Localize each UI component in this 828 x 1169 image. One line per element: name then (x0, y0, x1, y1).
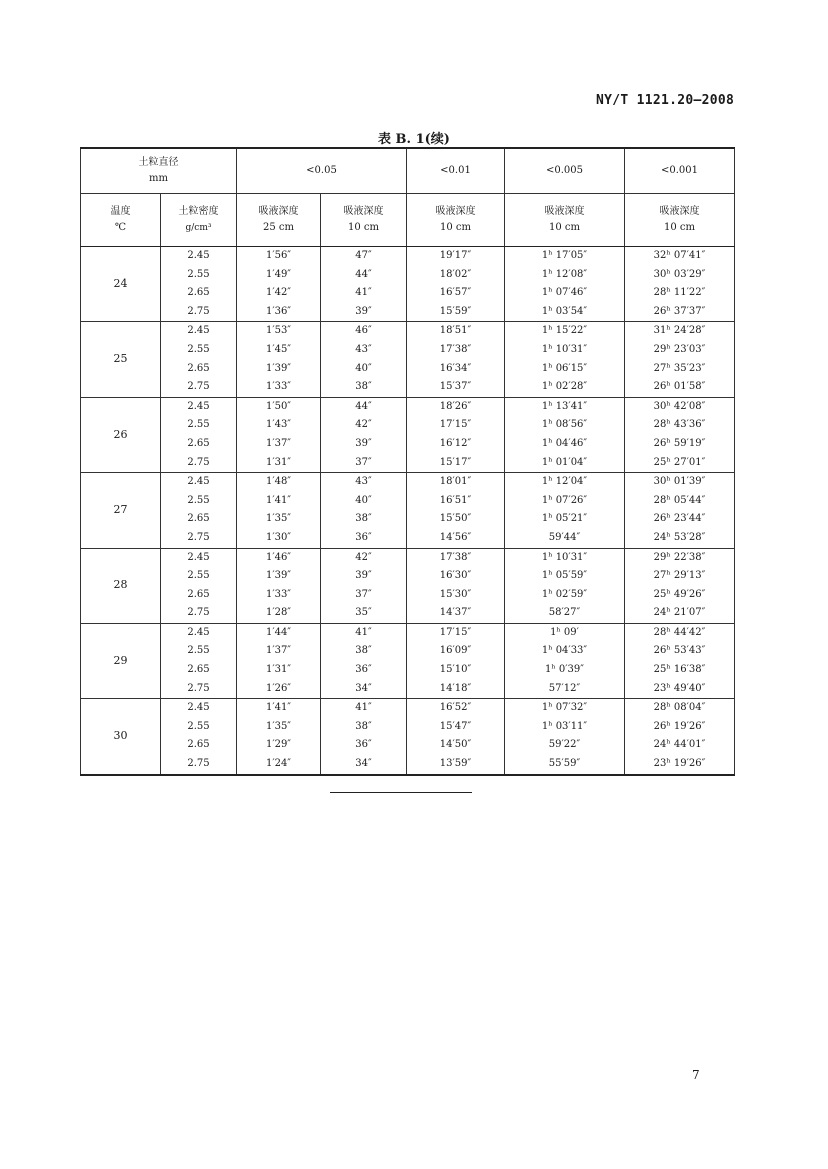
density-cell: 2.55 (161, 567, 237, 586)
time-005-cell: 57′12″ (505, 680, 625, 699)
time-001-cell: 29ʰ 22′38″ (625, 548, 735, 567)
diameter-unit: mm (149, 173, 168, 184)
table-row (81, 699, 735, 718)
time-01-cell: 14′50″ (407, 736, 505, 755)
temp-cell: 30 (81, 699, 161, 775)
time-01-cell: 16′09″ (407, 642, 505, 661)
time-001-cell: 24ʰ 53′28″ (625, 529, 735, 548)
depth-value: 25 cm (263, 222, 294, 233)
density-cell: 2.55 (161, 341, 237, 360)
time-05-25cm-cell: 1′26″ (237, 680, 321, 699)
time-005-cell: 1ʰ 04′33″ (505, 642, 625, 661)
end-rule (330, 792, 472, 793)
time-001-cell: 26ʰ 01′58″ (625, 378, 735, 397)
time-01-cell: 16′51″ (407, 492, 505, 511)
depth-label: 吸液深度 (435, 206, 476, 217)
density-cell: 2.65 (161, 661, 237, 680)
temp-cell: 29 (81, 623, 161, 698)
temp-cell: 25 (81, 322, 161, 397)
time-005-cell: 1ʰ 02′28″ (505, 378, 625, 397)
time-001-cell: 31ʰ 24′28″ (625, 322, 735, 341)
density-unit: g/cm³ (185, 223, 212, 233)
time-001-cell: 24ʰ 21′07″ (625, 604, 735, 623)
time-001-cell: 26ʰ 23′44″ (625, 510, 735, 529)
table-row (81, 736, 735, 755)
time-001-cell: 23ʰ 49′40″ (625, 680, 735, 699)
time-001-cell: 25ʰ 49′26″ (625, 586, 735, 605)
time-05-25cm-cell: 1′43″ (237, 416, 321, 435)
table-row (81, 661, 735, 680)
density-cell: 2.65 (161, 510, 237, 529)
time-005-cell: 1ʰ 05′59″ (505, 567, 625, 586)
time-05-10cm-cell: 38″ (321, 642, 407, 661)
time-05-10cm-cell: 38″ (321, 718, 407, 737)
density-cell: 2.45 (161, 473, 237, 492)
density-cell: 2.75 (161, 529, 237, 548)
time-05-10cm-cell: 38″ (321, 378, 407, 397)
temp-cell: 28 (81, 548, 161, 623)
diameter-header (81, 148, 237, 194)
time-05-25cm-cell: 1′45″ (237, 341, 321, 360)
time-005-cell: 1ʰ 0′39″ (505, 661, 625, 680)
time-001-cell: 26ʰ 37′37″ (625, 303, 735, 322)
time-05-25cm-cell: 1′39″ (237, 567, 321, 586)
table-row (81, 755, 735, 775)
time-05-10cm-cell: 36″ (321, 661, 407, 680)
time-05-10cm-cell: 35″ (321, 604, 407, 623)
depth-header (237, 194, 321, 247)
time-01-cell: 18′02″ (407, 266, 505, 285)
table-row (81, 303, 735, 322)
density-cell: 2.55 (161, 416, 237, 435)
group-header: <0.005 (505, 148, 625, 194)
time-005-cell: 1ʰ 15′22″ (505, 322, 625, 341)
time-005-cell: 1ʰ 08′56″ (505, 416, 625, 435)
density-cell: 2.55 (161, 492, 237, 511)
time-05-10cm-cell: 37″ (321, 586, 407, 605)
time-05-25cm-cell: 1′44″ (237, 623, 321, 642)
time-01-cell: 19′17″ (407, 247, 505, 266)
time-01-cell: 18′01″ (407, 473, 505, 492)
density-header (161, 194, 237, 247)
time-01-cell: 13′59″ (407, 755, 505, 775)
time-001-cell: 25ʰ 27′01″ (625, 454, 735, 473)
time-05-10cm-cell: 39″ (321, 567, 407, 586)
depth-value: 10 cm (440, 222, 471, 233)
temp-label: 温度 (110, 206, 131, 217)
time-01-cell: 14′56″ (407, 529, 505, 548)
time-01-cell: 17′15″ (407, 623, 505, 642)
density-cell: 2.75 (161, 680, 237, 699)
time-001-cell: 28ʰ 43′36″ (625, 416, 735, 435)
time-05-25cm-cell: 1′37″ (237, 642, 321, 661)
time-005-cell: 1ʰ 03′11″ (505, 718, 625, 737)
table-row (81, 680, 735, 699)
density-cell: 2.75 (161, 604, 237, 623)
temp-unit: ℃ (114, 222, 127, 233)
time-005-cell: 1ʰ 09′ (505, 623, 625, 642)
time-005-cell: 59′22″ (505, 736, 625, 755)
time-05-25cm-cell: 1′56″ (237, 247, 321, 266)
time-01-cell: 15′59″ (407, 303, 505, 322)
temp-cell: 27 (81, 473, 161, 548)
time-05-25cm-cell: 1′41″ (237, 699, 321, 718)
data-table (80, 147, 735, 776)
time-05-10cm-cell: 40″ (321, 492, 407, 511)
table-row (81, 642, 735, 661)
time-01-cell: 15′50″ (407, 510, 505, 529)
time-001-cell: 25ʰ 16′38″ (625, 661, 735, 680)
table-row (81, 623, 735, 642)
time-001-cell: 32ʰ 07′41″ (625, 247, 735, 266)
time-05-25cm-cell: 1′29″ (237, 736, 321, 755)
temp-cell: 26 (81, 397, 161, 472)
density-cell: 2.75 (161, 378, 237, 397)
time-01-cell: 17′15″ (407, 416, 505, 435)
time-01-cell: 15′37″ (407, 378, 505, 397)
time-005-cell: 1ʰ 06′15″ (505, 360, 625, 379)
density-cell: 2.65 (161, 435, 237, 454)
time-05-25cm-cell: 1′30″ (237, 529, 321, 548)
density-cell: 2.55 (161, 266, 237, 285)
time-01-cell: 16′52″ (407, 699, 505, 718)
time-005-cell: 1ʰ 12′08″ (505, 266, 625, 285)
time-01-cell: 15′47″ (407, 718, 505, 737)
table-title: 表 B. 1(续) (378, 132, 450, 147)
depth-value: 10 cm (664, 222, 695, 233)
table-row (81, 322, 735, 341)
temp-header (81, 194, 161, 247)
table-row (81, 454, 735, 473)
time-01-cell: 14′18″ (407, 680, 505, 699)
density-cell: 2.45 (161, 623, 237, 642)
density-cell: 2.75 (161, 454, 237, 473)
time-05-10cm-cell: 43″ (321, 341, 407, 360)
time-05-25cm-cell: 1′49″ (237, 266, 321, 285)
density-cell: 2.55 (161, 718, 237, 737)
time-005-cell: 1ʰ 12′04″ (505, 473, 625, 492)
time-001-cell: 27ʰ 35′23″ (625, 360, 735, 379)
time-005-cell: 58′27″ (505, 604, 625, 623)
time-05-25cm-cell: 1′33″ (237, 586, 321, 605)
time-05-25cm-cell: 1′35″ (237, 510, 321, 529)
time-05-10cm-cell: 36″ (321, 529, 407, 548)
time-01-cell: 16′34″ (407, 360, 505, 379)
density-cell: 2.65 (161, 586, 237, 605)
time-01-cell: 16′12″ (407, 435, 505, 454)
time-05-25cm-cell: 1′35″ (237, 718, 321, 737)
time-05-25cm-cell: 1′24″ (237, 755, 321, 775)
depth-label: 吸液深度 (544, 206, 585, 217)
time-001-cell: 30ʰ 03′29″ (625, 266, 735, 285)
time-01-cell: 16′57″ (407, 284, 505, 303)
density-cell: 2.45 (161, 397, 237, 416)
depth-label: 吸液深度 (659, 206, 700, 217)
time-01-cell: 18′26″ (407, 397, 505, 416)
time-05-10cm-cell: 47″ (321, 247, 407, 266)
time-05-10cm-cell: 44″ (321, 397, 407, 416)
time-05-10cm-cell: 41″ (321, 699, 407, 718)
time-005-cell: 1ʰ 10′31″ (505, 548, 625, 567)
time-05-25cm-cell: 1′48″ (237, 473, 321, 492)
table-row (81, 378, 735, 397)
time-01-cell: 17′38″ (407, 341, 505, 360)
time-05-25cm-cell: 1′42″ (237, 284, 321, 303)
time-005-cell: 55′59″ (505, 755, 625, 775)
table-row (81, 341, 735, 360)
density-label: 土粒密度 (178, 206, 219, 217)
time-001-cell: 28ʰ 05′44″ (625, 492, 735, 511)
page-number: 7 (692, 1068, 700, 1082)
time-005-cell: 1ʰ 04′46″ (505, 435, 625, 454)
table-row (81, 492, 735, 511)
depth-value: 10 cm (549, 222, 580, 233)
time-05-10cm-cell: 42″ (321, 416, 407, 435)
time-05-25cm-cell: 1′53″ (237, 322, 321, 341)
density-cell: 2.65 (161, 284, 237, 303)
table-row (81, 247, 735, 266)
depth-value: 10 cm (348, 222, 379, 233)
table-row (81, 416, 735, 435)
time-05-25cm-cell: 1′39″ (237, 360, 321, 379)
time-005-cell: 1ʰ 07′46″ (505, 284, 625, 303)
table-row (81, 397, 735, 416)
standard-code: NY/T 1121.20—2008 (596, 93, 735, 108)
depth-header (625, 194, 735, 247)
time-001-cell: 30ʰ 01′39″ (625, 473, 735, 492)
time-01-cell: 18′51″ (407, 322, 505, 341)
table-row (81, 586, 735, 605)
time-001-cell: 28ʰ 11′22″ (625, 284, 735, 303)
group-header: <0.001 (625, 148, 735, 194)
time-005-cell: 1ʰ 13′41″ (505, 397, 625, 416)
time-05-25cm-cell: 1′50″ (237, 397, 321, 416)
time-001-cell: 26ʰ 59′19″ (625, 435, 735, 454)
table-row (81, 604, 735, 623)
time-05-25cm-cell: 1′36″ (237, 303, 321, 322)
time-005-cell: 1ʰ 05′21″ (505, 510, 625, 529)
time-001-cell: 26ʰ 19′26″ (625, 718, 735, 737)
time-01-cell: 17′38″ (407, 548, 505, 567)
table-row (81, 284, 735, 303)
time-05-10cm-cell: 42″ (321, 548, 407, 567)
time-005-cell: 59′44″ (505, 529, 625, 548)
time-001-cell: 26ʰ 53′43″ (625, 642, 735, 661)
time-05-10cm-cell: 34″ (321, 755, 407, 775)
time-05-10cm-cell: 36″ (321, 736, 407, 755)
table-row (81, 510, 735, 529)
time-05-10cm-cell: 41″ (321, 623, 407, 642)
diameter-label: 土粒直径 (138, 157, 179, 168)
table-row (81, 473, 735, 492)
time-01-cell: 15′30″ (407, 586, 505, 605)
density-cell: 2.75 (161, 303, 237, 322)
time-01-cell: 16′30″ (407, 567, 505, 586)
table-row (81, 567, 735, 586)
time-01-cell: 15′10″ (407, 661, 505, 680)
time-05-25cm-cell: 1′31″ (237, 454, 321, 473)
group-header: <0.01 (407, 148, 505, 194)
table-row (81, 548, 735, 567)
density-cell: 2.45 (161, 322, 237, 341)
time-05-10cm-cell: 44″ (321, 266, 407, 285)
time-005-cell: 1ʰ 01′04″ (505, 454, 625, 473)
time-005-cell: 1ʰ 10′31″ (505, 341, 625, 360)
table-row (81, 718, 735, 737)
temp-cell: 24 (81, 247, 161, 322)
time-001-cell: 23ʰ 19′26″ (625, 755, 735, 775)
data-table-container (80, 147, 734, 776)
time-05-25cm-cell: 1′31″ (237, 661, 321, 680)
time-05-10cm-cell: 37″ (321, 454, 407, 473)
density-cell: 2.45 (161, 247, 237, 266)
time-005-cell: 1ʰ 17′05″ (505, 247, 625, 266)
table-row (81, 435, 735, 454)
time-05-25cm-cell: 1′37″ (237, 435, 321, 454)
time-001-cell: 30ʰ 42′08″ (625, 397, 735, 416)
density-cell: 2.65 (161, 360, 237, 379)
time-005-cell: 1ʰ 07′32″ (505, 699, 625, 718)
time-01-cell: 14′37″ (407, 604, 505, 623)
time-001-cell: 29ʰ 23′03″ (625, 341, 735, 360)
time-05-25cm-cell: 1′41″ (237, 492, 321, 511)
depth-header (407, 194, 505, 247)
time-005-cell: 1ʰ 02′59″ (505, 586, 625, 605)
time-05-10cm-cell: 40″ (321, 360, 407, 379)
time-001-cell: 27ʰ 29′13″ (625, 567, 735, 586)
table-body (81, 247, 735, 775)
table-row (81, 529, 735, 548)
time-05-10cm-cell: 39″ (321, 435, 407, 454)
time-05-25cm-cell: 1′28″ (237, 604, 321, 623)
time-001-cell: 28ʰ 44′42″ (625, 623, 735, 642)
density-cell: 2.45 (161, 699, 237, 718)
time-001-cell: 24ʰ 44′01″ (625, 736, 735, 755)
depth-header (505, 194, 625, 247)
time-001-cell: 28ʰ 08′04″ (625, 699, 735, 718)
time-005-cell: 1ʰ 07′26″ (505, 492, 625, 511)
time-05-10cm-cell: 34″ (321, 680, 407, 699)
depth-label: 吸液深度 (343, 206, 384, 217)
density-cell: 2.55 (161, 642, 237, 661)
time-05-10cm-cell: 46″ (321, 322, 407, 341)
time-05-10cm-cell: 41″ (321, 284, 407, 303)
table-row (81, 360, 735, 379)
time-05-10cm-cell: 38″ (321, 510, 407, 529)
time-05-10cm-cell: 43″ (321, 473, 407, 492)
density-cell: 2.65 (161, 736, 237, 755)
density-cell: 2.45 (161, 548, 237, 567)
time-005-cell: 1ʰ 03′54″ (505, 303, 625, 322)
table-row (81, 266, 735, 285)
time-05-10cm-cell: 39″ (321, 303, 407, 322)
depth-label: 吸液深度 (258, 206, 299, 217)
time-01-cell: 15′17″ (407, 454, 505, 473)
density-cell: 2.75 (161, 755, 237, 775)
time-05-25cm-cell: 1′46″ (237, 548, 321, 567)
group-header: <0.05 (237, 148, 407, 194)
depth-header (321, 194, 407, 247)
time-05-25cm-cell: 1′33″ (237, 378, 321, 397)
